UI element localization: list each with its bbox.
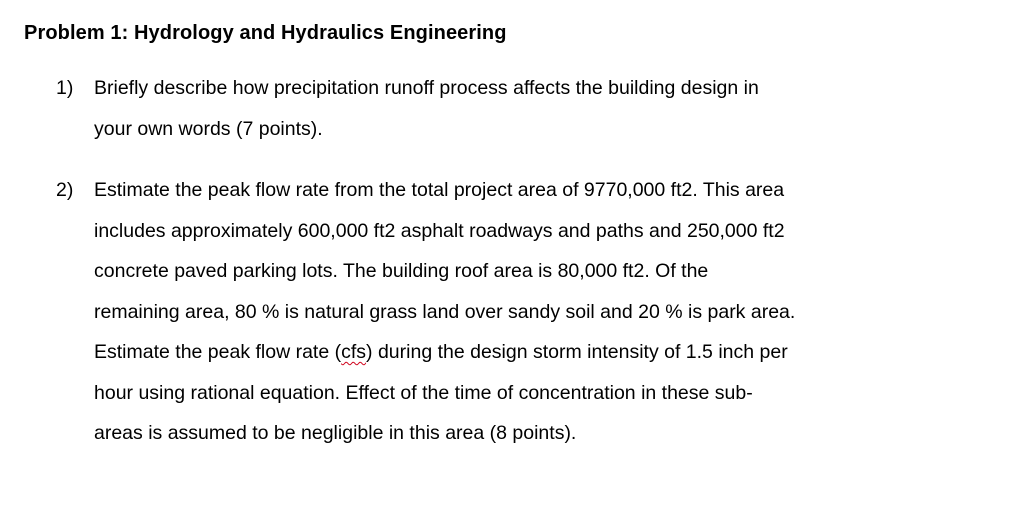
question-2-line-3: concrete paved parking lots. The building roof area is 80,000 ft2. Of the — [94, 260, 709, 282]
question-2-line-7: areas is assumed to be negligible in this area (8 points). — [94, 422, 577, 444]
question-1-line-2: your own words (7 points). — [94, 117, 323, 140]
question-1-line-1: Briefly describe how precipitation runoff process affects the building design in — [94, 77, 759, 99]
question-2-line-1: Estimate the peak flow rate from the total project area of 9770,000 ft2. This area — [94, 179, 785, 201]
spellcheck-flagged-word[interactable]: cfs — [341, 341, 367, 363]
question-2-line-5-before: Estimate the peak flow rate ( — [94, 341, 342, 363]
problem-title: Problem 1: Hydrology and Hydraulics Engineering — [24, 22, 507, 44]
question-2-line-2: includes approximately 600,000 ft2 asphalt roadways and paths and 250,000 ft2 — [94, 219, 785, 242]
question-1-number: 1) — [56, 77, 74, 99]
question-2-line-5-after: ) during the design storm intensity of 1.5 inch per — [366, 341, 788, 363]
question-2-line-5 — [94, 332, 788, 373]
question-2-line-6: hour using rational equation. Effect of the time of concentration in these sub- — [94, 381, 753, 404]
question-2-number: 2) — [56, 179, 74, 201]
question-2-line-4: remaining area, 80 % is natural grass land over sandy soil and 20 % is park area. — [94, 300, 796, 323]
